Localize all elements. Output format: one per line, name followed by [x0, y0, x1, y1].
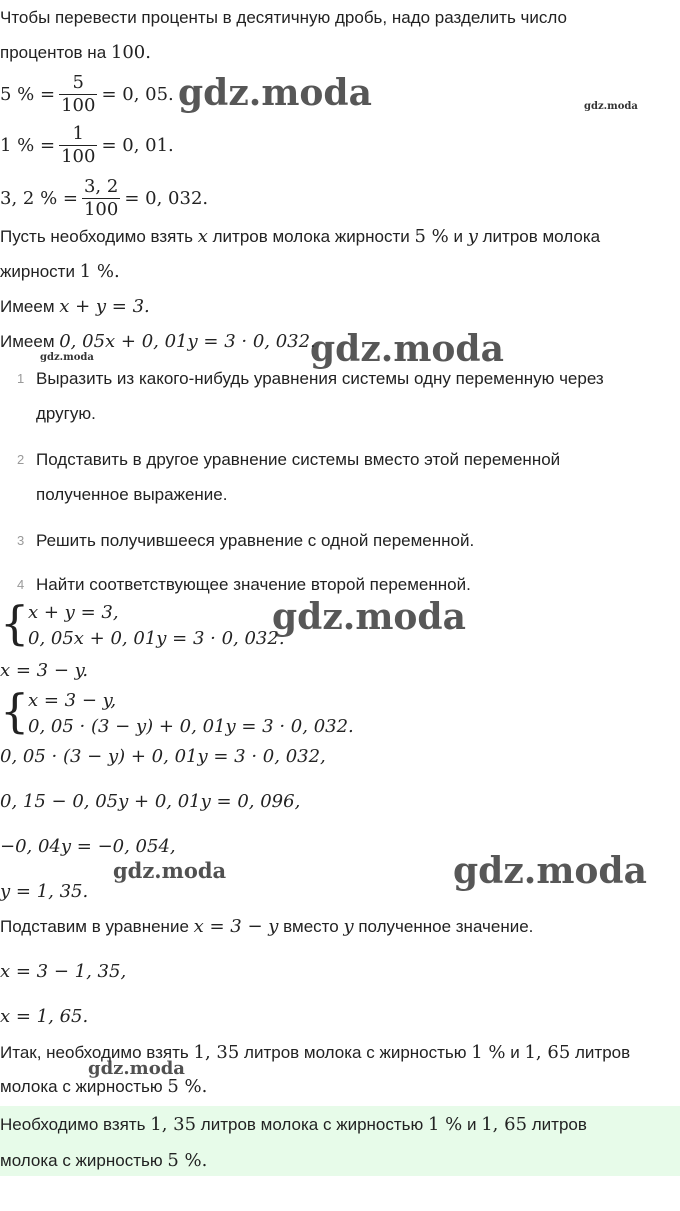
intro-math: 100.	[110, 42, 151, 63]
watermark-logo: gdz.moda	[88, 1058, 185, 1079]
substitute-line	[0, 916, 533, 938]
watermark-logo: gdz.moda	[584, 101, 638, 112]
solve-step-2: 0, 15 − 0, 05y + 0, 01y = 0, 096,	[0, 791, 301, 812]
setup-line-1	[0, 226, 600, 248]
conclusion-line-2	[0, 1076, 207, 1098]
answer-text: литров	[527, 1115, 587, 1134]
denominator: 100	[83, 198, 119, 220]
conversion-lhs: 3, 2 % =	[0, 187, 78, 209]
answer-line-2	[0, 1150, 207, 1172]
answer-text: и	[462, 1115, 482, 1134]
answer-box	[0, 1106, 680, 1176]
conversion-row-5	[0, 71, 174, 117]
watermark-logo: gdz.moda	[40, 352, 94, 363]
have-line-1	[0, 296, 150, 318]
answer-text: .	[201, 1150, 208, 1171]
watermark-logo: gdz.moda	[113, 858, 227, 883]
percent-5: 5 %	[167, 1150, 202, 1171]
value-135: 1, 35	[150, 1114, 197, 1135]
step-text: Подставить в другое уравнение системы вместо этой переменной	[36, 450, 561, 469]
numerator: 3, 2	[83, 175, 119, 197]
step-text: другую.	[36, 404, 96, 423]
subst-text: вместо	[278, 917, 344, 936]
step-number: 2	[17, 452, 25, 467]
step-number: 3	[17, 533, 25, 548]
percent-1: 1 %	[471, 1042, 506, 1063]
x-expression: x = 3 − y.	[0, 660, 89, 681]
watermark-logo: gdz.moda	[178, 72, 372, 114]
conclusion-text: и	[505, 1043, 525, 1062]
setup-text: жирности	[0, 262, 80, 281]
value-135: 1, 35	[193, 1042, 240, 1063]
have-math: 0, 05x + 0, 01y = 3 · 0, 032.	[59, 331, 316, 352]
numerator: 1	[59, 123, 97, 146]
answer-text: молока с жирностью	[0, 1151, 168, 1170]
percent-1: 1 %	[427, 1114, 463, 1135]
conclusion-text: .	[201, 1076, 208, 1097]
intro-text: процентов на	[0, 43, 111, 62]
fraction	[59, 123, 97, 168]
var-y: y	[343, 916, 354, 937]
step-number: 1	[17, 371, 25, 386]
value-165: 1, 65	[524, 1042, 571, 1063]
system-brace: {	[0, 684, 30, 738]
conversion-rhs: = 0, 032.	[124, 187, 209, 209]
have-label: Имеем	[0, 332, 60, 351]
fraction	[59, 72, 97, 117]
answer-line-1	[0, 1114, 587, 1136]
var-y: y	[467, 226, 478, 247]
step-text: Найти соответствующее значение второй переменной.	[36, 575, 471, 594]
conversion-lhs: 1 % =	[0, 134, 56, 156]
setup-text: литров молока жирности	[207, 227, 415, 246]
conversion-row-1	[0, 122, 174, 168]
step-text: Выразить из какого-нибудь уравнения системы одну переменную через	[36, 369, 604, 388]
answer-text: литров молока с жирностью	[196, 1115, 428, 1134]
solve-step-3: −0, 04y = −0, 054,	[0, 836, 176, 857]
subst-eq: x = 3 − y	[193, 916, 279, 937]
answer-text: Необходимо взять	[0, 1115, 151, 1134]
watermark-logo: gdz.moda	[310, 328, 504, 370]
conclusion-text: литров молока с жирностью	[239, 1043, 472, 1062]
conversion-row-32	[0, 175, 208, 221]
conclusion-text: молока с жирностью	[0, 1077, 168, 1096]
subst-text: полученное значение.	[353, 917, 534, 936]
x-calc-1: x = 3 − 1, 35,	[0, 961, 127, 982]
system-1-line-1: x + y = 3,	[28, 602, 119, 623]
conversion-rhs: = 0, 01.	[101, 134, 174, 156]
denominator: 100	[61, 94, 96, 116]
subst-text: Подставим в уравнение	[0, 917, 194, 936]
fraction	[82, 176, 120, 221]
x-calc-2: x = 1, 65.	[0, 1006, 89, 1027]
have-math: x + y = 3.	[59, 296, 150, 317]
have-line-2	[0, 331, 316, 353]
system-brace: {	[0, 596, 30, 650]
system-1-line-2: 0, 05x + 0, 01y = 3 · 0, 032.	[28, 628, 285, 649]
setup-text: литров молока	[477, 227, 601, 246]
setup-text: .	[113, 261, 120, 282]
step-text: Решить получившееся уравнение с одной переменной.	[36, 531, 475, 550]
intro-line-2	[0, 42, 151, 64]
system-2-line-2: 0, 05 · (3 − y) + 0, 01y = 3 · 0, 032.	[28, 716, 354, 737]
step-number: 4	[17, 577, 25, 592]
solve-step-1: 0, 05 · (3 − y) + 0, 01y = 3 · 0, 032,	[0, 746, 326, 767]
conclusion-text: литров	[570, 1043, 631, 1062]
solve-step-4: y = 1, 35.	[0, 881, 89, 902]
system-2-line-1: x = 3 − y,	[28, 690, 117, 711]
conclusion-text: Итак, необходимо взять	[0, 1043, 194, 1062]
value-165: 1, 65	[481, 1114, 528, 1135]
percent-1: 1 %	[79, 261, 114, 282]
setup-text: Пусть необходимо взять	[0, 227, 198, 246]
conversion-rhs: = 0, 05.	[101, 83, 174, 105]
numerator: 5	[59, 72, 97, 95]
watermark-logo: gdz.moda	[453, 850, 647, 892]
percent-5: 5 %	[414, 226, 449, 247]
var-x: x	[197, 226, 208, 247]
step-text: полученное выражение.	[36, 485, 228, 504]
percent-5: 5 %	[167, 1076, 202, 1097]
setup-text: и	[448, 227, 468, 246]
intro-line-1: Чтобы перевести проценты в десятичную дробь, надо разделить число	[0, 8, 567, 27]
have-label: Имеем	[0, 297, 60, 316]
denominator: 100	[61, 145, 96, 167]
watermark-logo: gdz.moda	[272, 596, 466, 638]
setup-line-2	[0, 261, 120, 283]
conversion-lhs: 5 % =	[0, 83, 56, 105]
